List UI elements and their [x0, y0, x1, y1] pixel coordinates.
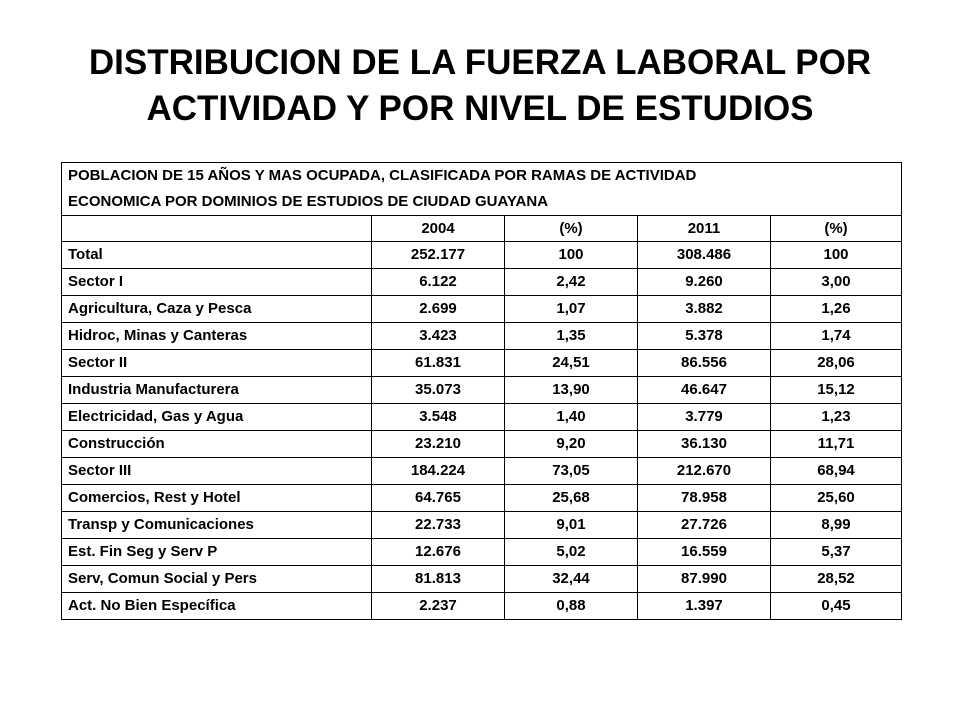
column-header-2011: 2011 [638, 216, 771, 242]
column-header-2011-pct: (%) [771, 216, 902, 242]
row-value-2011: 27.726 [638, 512, 771, 539]
row-label: Comercios, Rest y Hotel [62, 485, 372, 512]
row-percent-2011: 15,12 [771, 377, 902, 404]
row-value-2004: 2.699 [372, 296, 505, 323]
row-percent-2004: 1,35 [505, 323, 638, 350]
row-value-2004: 3.548 [372, 404, 505, 431]
table-row [62, 431, 902, 458]
row-percent-2011: 3,00 [771, 269, 902, 296]
row-percent-2004: 13,90 [505, 377, 638, 404]
row-percent-2004: 9,01 [505, 512, 638, 539]
page-title-line-2: ACTIVIDAD Y POR NIVEL DE ESTUDIOS [146, 89, 814, 128]
row-value-2004: 12.676 [372, 539, 505, 566]
row-value-2004: 22.733 [372, 512, 505, 539]
page-title [0, 40, 960, 132]
row-percent-2004: 5,02 [505, 539, 638, 566]
table-caption-row [62, 163, 902, 216]
page-title-line-1: DISTRIBUCION DE LA FUERZA LABORAL POR [88, 43, 872, 82]
table-row [62, 566, 902, 593]
row-percent-2011: 68,94 [771, 458, 902, 485]
row-percent-2011: 8,99 [771, 512, 902, 539]
row-percent-2004: 25,68 [505, 485, 638, 512]
row-percent-2004: 0,88 [505, 593, 638, 620]
row-value-2004: 64.765 [372, 485, 505, 512]
row-label: Est. Fin Seg y Serv P [62, 539, 372, 566]
row-value-2004: 23.210 [372, 431, 505, 458]
row-value-2011: 87.990 [638, 566, 771, 593]
row-value-2004: 184.224 [372, 458, 505, 485]
row-value-2011: 5.378 [638, 323, 771, 350]
row-label: Serv, Comun Social y Pers [62, 566, 372, 593]
row-label: Agricultura, Caza y Pesca [62, 296, 372, 323]
row-value-2004: 2.237 [372, 593, 505, 620]
table-caption [62, 163, 902, 216]
row-value-2004: 61.831 [372, 350, 505, 377]
row-percent-2011: 100 [771, 242, 902, 269]
row-percent-2011: 5,37 [771, 539, 902, 566]
row-percent-2004: 9,20 [505, 431, 638, 458]
row-percent-2004: 1,07 [505, 296, 638, 323]
row-percent-2011: 1,74 [771, 323, 902, 350]
row-value-2011: 9.260 [638, 269, 771, 296]
table-row [62, 269, 902, 296]
row-value-2011: 46.647 [638, 377, 771, 404]
table-row [62, 539, 902, 566]
table-caption-line-2: ECONOMICA POR DOMINIOS DE ESTUDIOS DE CIUDAD GUAYANA [68, 193, 549, 210]
row-percent-2004: 1,40 [505, 404, 638, 431]
row-label: Act. No Bien Específica [62, 593, 372, 620]
column-header-2004-pct: (%) [505, 216, 638, 242]
row-value-2004: 6.122 [372, 269, 505, 296]
table-row [62, 323, 902, 350]
table-caption-line-1: POBLACION DE 15 AÑOS Y MAS OCUPADA, CLASIFICADA POR RAMAS DE ACTIVIDAD [68, 167, 697, 184]
row-value-2011: 78.958 [638, 485, 771, 512]
row-label: Hidroc, Minas y Canteras [62, 323, 372, 350]
table-row [62, 350, 902, 377]
table-row [62, 485, 902, 512]
table-row [62, 296, 902, 323]
table-row [62, 242, 902, 269]
row-value-2004: 3.423 [372, 323, 505, 350]
row-value-2011: 86.556 [638, 350, 771, 377]
row-value-2011: 36.130 [638, 431, 771, 458]
row-label: Total [62, 242, 372, 269]
labor-force-table [61, 162, 902, 620]
row-value-2011: 3.779 [638, 404, 771, 431]
table-row [62, 404, 902, 431]
row-percent-2004: 100 [505, 242, 638, 269]
table-row [62, 593, 902, 620]
row-label: Sector I [62, 269, 372, 296]
table-row [62, 377, 902, 404]
row-percent-2011: 1,26 [771, 296, 902, 323]
row-percent-2011: 28,06 [771, 350, 902, 377]
row-percent-2011: 0,45 [771, 593, 902, 620]
table-row [62, 458, 902, 485]
row-percent-2004: 73,05 [505, 458, 638, 485]
row-label: Sector II [62, 350, 372, 377]
row-percent-2004: 24,51 [505, 350, 638, 377]
row-label: Transp y Comunicaciones [62, 512, 372, 539]
row-value-2004: 35.073 [372, 377, 505, 404]
row-value-2011: 212.670 [638, 458, 771, 485]
row-label: Sector III [62, 458, 372, 485]
row-value-2011: 16.559 [638, 539, 771, 566]
table-row [62, 512, 902, 539]
row-label: Industria Manufacturera [62, 377, 372, 404]
row-percent-2011: 28,52 [771, 566, 902, 593]
row-label: Electricidad, Gas y Agua [62, 404, 372, 431]
row-value-2004: 81.813 [372, 566, 505, 593]
row-value-2011: 3.882 [638, 296, 771, 323]
column-header-2004: 2004 [372, 216, 505, 242]
row-percent-2011: 25,60 [771, 485, 902, 512]
row-percent-2011: 11,71 [771, 431, 902, 458]
table-header-row [62, 216, 902, 242]
row-percent-2004: 32,44 [505, 566, 638, 593]
row-value-2004: 252.177 [372, 242, 505, 269]
row-percent-2004: 2,42 [505, 269, 638, 296]
row-value-2011: 308.486 [638, 242, 771, 269]
row-value-2011: 1.397 [638, 593, 771, 620]
row-label: Construcción [62, 431, 372, 458]
row-percent-2011: 1,23 [771, 404, 902, 431]
column-header-label [62, 216, 372, 242]
table-body [62, 163, 902, 620]
